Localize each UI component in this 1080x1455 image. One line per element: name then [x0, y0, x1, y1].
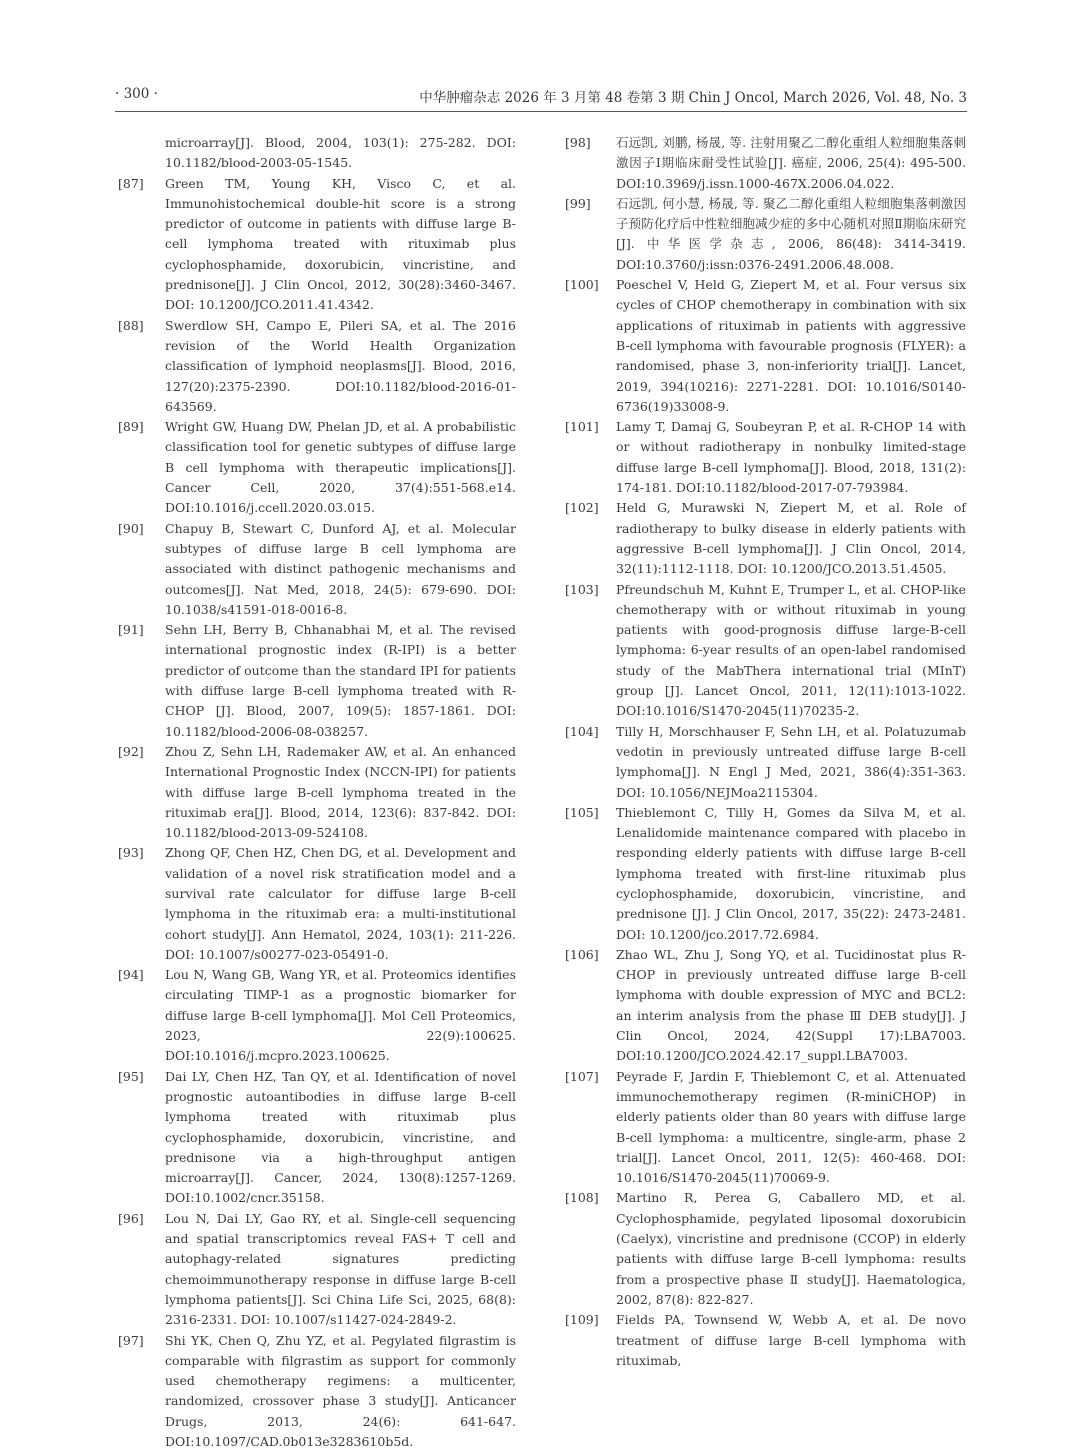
reference-number: [93] [118, 845, 144, 861]
reference-text: Martino R, Perea G, Caballero MD, et al. Cyclophosphamide, pegylated liposomal doxorubicin (Caelyx), vincristine and prednisone (CCOP) in elderly patients with diffuse large B-cell lymphoma: results from a prospective phase Ⅱ study[J]. Haematologica, 2002, 87(8): 822-827. [616, 1190, 966, 1307]
reference-entry [118, 316, 516, 417]
reference-text: Chapuy B, Stewart C, Dunford AJ, et al. Molecular subtypes of diffuse large B cell lymphoma are associated with distinct pathogenic mechanisms and outcomes[J]. Nat Med, 2018, 24(5): 679-690. DOI: 10.1038/s41591-018-0016-8. [165, 520, 516, 617]
reference-text: 石远凯, 刘鹏, 杨晟, 等. 注射用聚乙二醇化重组人粒细胞集落刺激因子Ⅰ期临床耐受性试验[J]. 癌症, 2006, 25(4): 495-500. DOI:10.3969/j.issn.1000-467X.2006.04.022. [616, 135, 966, 191]
reference-entry [118, 133, 516, 174]
reference-entry [565, 194, 966, 275]
reference-entry [118, 417, 516, 518]
reference-number: [97] [118, 1332, 144, 1348]
reference-text: Lamy T, Damaj G, Soubeyran P, et al. R-CHOP 14 with or without radiotherapy in nonbulky limited-stage diffuse large B-cell lymphoma[J]. Blood, 2018, 131(2): 174-181. DOI:10.1182/blood-2017-07-793984. [616, 419, 966, 496]
reference-number: [91] [118, 622, 144, 638]
reference-entry [118, 1209, 516, 1331]
reference-entry [565, 498, 966, 579]
header-rule [115, 111, 967, 112]
reference-entry [565, 417, 966, 498]
reference-text: Tilly H, Morschhauser F, Sehn LH, et al. Polatuzumab vedotin in previously untreated diffuse large B-cell lymphoma[J]. N Engl J Med, 2021, 386(4):351-363. DOI: 10.1056/NEJMoa2115304. [616, 723, 966, 800]
reference-number: [100] [565, 277, 599, 293]
reference-number: [108] [565, 1190, 599, 1206]
reference-text: Peyrade F, Jardin F, Thieblemont C, et al. Attenuated immunochemotherapy regimen (R-miniCHOP) in elderly patients older than 80 years with diffuse large B-cell lymphoma: a multicentre, single-arm, phase 2 trial[J]. Lancet Oncol, 2011, 12(5): 460-468. DOI: 10.1016/S1470-2045(11)70069-9. [616, 1068, 966, 1186]
reference-text: Pfreundschuh M, Kuhnt E, Trumper L, et al. CHOP-like chemotherapy with or without rituximab in young patients with good-prognosis diffuse large-B-cell lymphoma: 6-year results of an open-label randomised study of the MabThera international trial (MInT) group [J]. Lancet Oncol, 2011, 12(11):1013-1022. DOI:10.1016/S1470-2045(11)70235-2. [616, 581, 966, 719]
page-number: · 300 · [115, 86, 158, 102]
reference-entry [565, 722, 966, 803]
reference-text: Sehn LH, Berry B, Chhanabhai M, et al. The revised international prognostic index (R-IPI) is a better predictor of outcome than the standard IPI for patients with diffuse large B-cell lymphoma treated with R-CHOP [J]. Blood, 2007, 109(5): 1857-1861. DOI: 10.1182/blood-2006-08-038257. [165, 622, 516, 739]
reference-number: [96] [118, 1210, 144, 1226]
reference-number: [95] [118, 1068, 144, 1084]
reference-number: [87] [118, 175, 144, 191]
reference-entry [118, 742, 516, 843]
reference-entry [118, 620, 516, 742]
reference-text: Dai LY, Chen HZ, Tan QY, et al. Identification of novel prognostic autoantibodies in diffuse large B-cell lymphoma treated with rituximab plus cyclophosphamide, doxorubicin, vincristine, and prednisone via a high-throughput antigen microarray[J]. Cancer, 2024, 130(8):1257-1269. DOI:10.1002/cncr.35158. [165, 1068, 516, 1206]
reference-entry [118, 174, 516, 316]
reference-text: 石远凯, 何小慧, 杨晟, 等. 聚乙二醇化重组人粒细胞集落刺激因子预防化疗后中性粒细胞减少症的多中心随机对照Ⅱ期临床研究[J]. 中华医学杂志, 2006, 86(48): 3414-3419. DOI:10.3760/j:issn:0376-2491.2006.48.008. [616, 195, 966, 272]
reference-number: [98] [565, 135, 591, 150]
reference-number: [101] [565, 419, 599, 435]
reference-entry [118, 1067, 516, 1209]
reference-number: [103] [565, 581, 599, 597]
right-column [565, 133, 966, 1371]
running-header [115, 86, 967, 110]
reference-text: Lou N, Dai LY, Gao RY, et al. Single-cell sequencing and spatial transcriptomics reveal FAS+ T cell and autophagy-related signatures predicting chemoimmunotherapy response in diffuse large B-cell lymphoma patients[J]. Sci China Life Sci, 2025, 68(8): 2316-2331. DOI: 10.1007/s11427-024-2849-2. [165, 1210, 516, 1328]
reference-entry [118, 519, 516, 620]
reference-number: [107] [565, 1068, 599, 1084]
reference-number: [89] [118, 419, 144, 435]
reference-entry [565, 1067, 966, 1189]
reference-text: Held G, Murawski N, Ziepert M, et al. Role of radiotherapy to bulky disease in elderly patients with aggressive B-cell lymphoma[J]. J Clin Oncol, 2014, 32(11):1112-1118. DOI: 10.1200/JCO.2013.51.4505. [616, 500, 966, 577]
reference-number: [88] [118, 317, 144, 333]
reference-entry [565, 945, 966, 1067]
reference-number: [94] [118, 967, 144, 983]
reference-number: [102] [565, 500, 599, 516]
reference-entry [565, 133, 966, 194]
reference-entry [565, 275, 966, 417]
reference-text: Shi YK, Chen Q, Zhu YZ, et al. Pegylated filgrastim is comparable with filgrastim as support for commonly used chemotherapy regimens: a multicenter, randomized, crossover phase 3 study[J]. Anticancer Drugs, 2013, 24(6): 641-647. DOI:10.1097/CAD.0b013e3283610b5d. [165, 1332, 516, 1449]
left-column [118, 133, 516, 1452]
reference-text: Wright GW, Huang DW, Phelan JD, et al. A probabilistic classification tool for genetic subtypes of diffuse large B cell lymphoma with therapeutic implications[J]. Cancer Cell, 2020, 37(4):551-568.e14. DOI:10.1016/j.ccell.2020.03.015. [165, 419, 516, 516]
reference-entry [118, 965, 516, 1066]
reference-text: Zhao WL, Zhu J, Song YQ, et al. Tucidinostat plus R-CHOP in previously untreated diffuse large B-cell lymphoma with double expression of MYC and BCL2: an interim analysis from the phase Ⅲ DEB study[J]. J Clin Oncol, 2024, 42(Suppl 17):LBA7003. DOI:10.1200/JCO.2024.42.17_suppl.LBA7003. [616, 946, 966, 1064]
reference-entry [565, 580, 966, 722]
reference-entry [565, 803, 966, 945]
journal-citation: 中华肿瘤杂志 2026 年 3 月第 48 卷第 3 期 Chin J Oncol, March 2026, Vol. 48, No. 3 [419, 90, 967, 106]
reference-number: [92] [118, 743, 144, 759]
reference-number: [106] [565, 946, 599, 962]
reference-text: Fields PA, Townsend W, Webb A, et al. De novo treatment of diffuse large B-cell lymphoma with rituximab, [616, 1312, 966, 1368]
reference-number: [104] [565, 723, 599, 739]
reference-number: [109] [565, 1312, 599, 1328]
reference-text: Swerdlow SH, Campo E, Pileri SA, et al. The 2016 revision of the World Health Organization classification of lymphoid neoplasms[J]. Blood, 2016, 127(20):2375-2390. DOI:10.1182/blood-2016-01-643569. [165, 317, 516, 414]
reference-number: [99] [565, 195, 591, 211]
reference-text: microarray[J]. Blood, 2004, 103(1): 275-282. DOI: 10.1182/blood-2003-05-1545. [165, 135, 516, 171]
reference-text: Green TM, Young KH, Visco C, et al. Immunohistochemical double-hit score is a strong predictor of outcome in patients with diffuse large B-cell lymphoma treated with rituximab plus cyclophosphamide, doxorubicin, vincristine, and prednisone[J]. J Clin Oncol, 2012, 30(28):3460-3467. DOI: 10.1200/JCO.2011.41.4342. [165, 175, 516, 313]
reference-number: [90] [118, 520, 144, 536]
reference-text: Lou N, Wang GB, Wang YR, et al. Proteomics identifies circulating TIMP-1 as a prognostic biomarker for diffuse large B-cell lymphoma[J]. Mol Cell Proteomics, 2023, 22(9):100625. DOI:10.1016/j.mcpro.2023.100625. [165, 967, 516, 1064]
reference-entry [118, 843, 516, 965]
reference-text: Thieblemont C, Tilly H, Gomes da Silva M, et al. Lenalidomide maintenance compared with placebo in responding elderly patients with diffuse large B-cell lymphoma treated with first-line rituximab plus cyclophosphamide, doxorubicin, vincristine, and prednisone [J]. J Clin Oncol, 2017, 35(22): 2473-2481. DOI: 10.1200/jco.2017.72.6984. [616, 804, 966, 942]
reference-entry [565, 1188, 966, 1310]
reference-number: [105] [565, 804, 599, 820]
reference-text: Zhou Z, Sehn LH, Rademaker AW, et al. An enhanced International Prognostic Index (NCCN-IPI) for patients with diffuse large B-cell lymphoma treated in the rituximab era[J]. Blood, 2014, 123(6): 837-842. DOI: 10.1182/blood-2013-09-524108. [165, 743, 516, 841]
reference-entry [118, 1331, 516, 1453]
reference-text: Poeschel V, Held G, Ziepert M, et al. Four versus six cycles of CHOP chemotherapy in combination with six applications of rituximab in patients with aggressive B-cell lymphoma with favourable prognosis (FLYER): a randomised, phase 3, non-inferiority trial[J]. Lancet, 2019, 394(10216): 2271-2281. DOI: 10.1016/S0140-6736(19)33008-9. [616, 277, 966, 414]
reference-entry [565, 1310, 966, 1371]
reference-text: Zhong QF, Chen HZ, Chen DG, et al. Development and validation of a novel risk stratification model and a survival rate calculator for diffuse large B-cell lymphoma in the rituximab era: a multi-institutional cohort study[J]. Ann Hematol, 2024, 103(1): 211-226. DOI: 10.1007/s00277-023-05491-0. [165, 845, 516, 962]
